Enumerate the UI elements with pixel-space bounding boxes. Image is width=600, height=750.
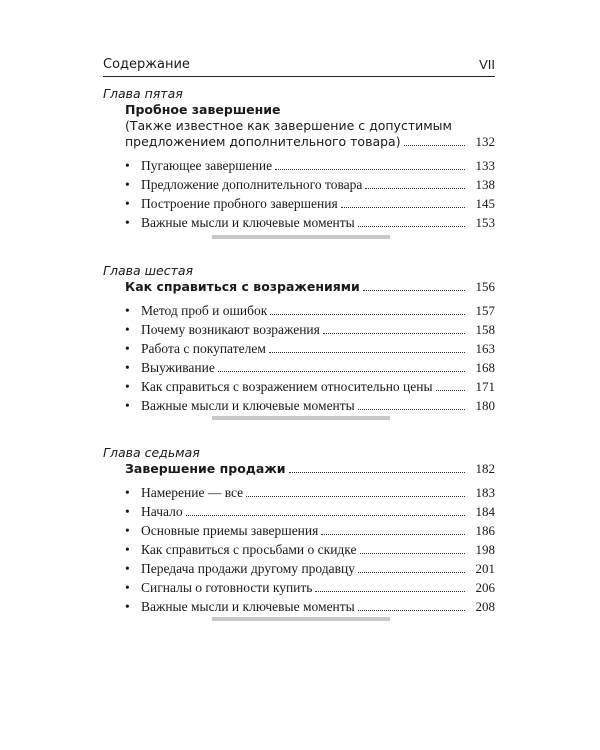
running-header xyxy=(103,56,495,77)
chapter-label: Глава шестая xyxy=(103,263,194,278)
toc-item-text: Начало xyxy=(141,504,183,519)
toc-item-page: 157 xyxy=(475,303,495,318)
bullet-icon: • xyxy=(125,398,130,413)
toc-item-text: Важные мысли и ключевые моменты xyxy=(141,215,355,230)
chapter-5 xyxy=(103,85,495,232)
chapter-7 xyxy=(103,444,495,616)
dot-leader xyxy=(436,390,465,391)
chapter-6 xyxy=(103,262,495,415)
section-divider xyxy=(212,617,390,621)
chapter-page-number: 156 xyxy=(475,279,495,294)
bullet-icon: • xyxy=(125,303,130,318)
bullet-icon: • xyxy=(125,341,130,356)
dot-leader xyxy=(358,610,465,611)
toc-item-text: Как справиться с возражением относительно цены xyxy=(141,379,433,394)
dot-leader xyxy=(186,515,465,516)
bullet-icon: • xyxy=(125,196,130,211)
toc-item[interactable] xyxy=(125,597,495,616)
toc-item-page: 186 xyxy=(475,523,495,538)
toc-item[interactable] xyxy=(125,540,495,559)
toc-item[interactable] xyxy=(125,339,495,358)
chapter-label: Глава седьмая xyxy=(103,445,200,460)
bullet-icon: • xyxy=(125,485,130,500)
toc-item[interactable] xyxy=(125,194,495,213)
bullet-icon: • xyxy=(125,580,130,595)
toc-item-text: Намерение — все xyxy=(141,485,244,500)
chapter-label: Глава пятая xyxy=(103,86,183,101)
toc-item-page: 138 xyxy=(475,177,495,192)
toc-item[interactable] xyxy=(125,213,495,232)
dot-leader xyxy=(270,314,465,315)
toc-item-text: Метод проб и ошибок xyxy=(141,303,268,318)
chapter-title[interactable]: Пробное завершение xyxy=(125,102,281,117)
toc-item-text: Как справиться с просьбами о скидке xyxy=(141,542,357,557)
dot-leader xyxy=(269,352,465,353)
toc-item-text: Почему возникают возражения xyxy=(141,322,320,337)
dot-leader xyxy=(358,226,465,227)
dot-leader xyxy=(358,572,465,573)
bullet-icon: • xyxy=(125,542,130,557)
dot-leader xyxy=(358,409,465,410)
bullet-icon: • xyxy=(125,360,130,375)
dot-leader xyxy=(246,496,465,497)
chapter-title: Завершение продажи xyxy=(125,461,286,476)
toc-item[interactable] xyxy=(125,175,495,194)
dot-leader xyxy=(323,333,465,334)
toc-item-text: Работа с покупателем xyxy=(141,341,266,356)
toc-item-page: 168 xyxy=(475,360,495,375)
toc-item-text: Передача продажи другому продавцу xyxy=(141,561,356,576)
toc-item-page: 158 xyxy=(475,322,495,337)
dot-leader xyxy=(321,534,465,535)
dot-leader xyxy=(315,591,465,592)
toc-item[interactable] xyxy=(125,578,495,597)
toc-item[interactable] xyxy=(125,559,495,578)
toc-item[interactable] xyxy=(125,301,495,320)
chapter-entry[interactable] xyxy=(125,279,495,295)
toc-item-page: 201 xyxy=(475,561,495,576)
bullet-icon: • xyxy=(125,158,130,173)
toc-item-page: 183 xyxy=(475,485,495,500)
bullet-icon: • xyxy=(125,561,130,576)
bullet-icon: • xyxy=(125,177,130,192)
dot-leader xyxy=(275,169,465,170)
dot-leader xyxy=(289,472,465,473)
dot-leader xyxy=(341,207,465,208)
toc-item[interactable] xyxy=(125,502,495,521)
bullet-icon: • xyxy=(125,379,130,394)
toc-item-page: 171 xyxy=(475,379,495,394)
toc-item-text: Выуживание xyxy=(141,360,215,375)
dot-leader xyxy=(365,188,465,189)
toc-item-page: 180 xyxy=(475,398,495,413)
toc-item[interactable] xyxy=(125,396,495,415)
toc-item-page: 208 xyxy=(475,599,495,614)
toc-item-page: 198 xyxy=(475,542,495,557)
dot-leader xyxy=(360,553,465,554)
section-divider xyxy=(212,416,390,420)
toc-item-page: 145 xyxy=(475,196,495,211)
toc-item-page: 163 xyxy=(475,341,495,356)
toc-item[interactable] xyxy=(125,358,495,377)
chapter-subtitle-line: (Также известное как завершение с допустимым xyxy=(125,118,452,133)
bullet-icon: • xyxy=(125,523,130,538)
toc-item-page: 184 xyxy=(475,504,495,519)
toc-item-text: Важные мысли и ключевые моменты xyxy=(141,398,355,413)
section-divider xyxy=(212,235,390,239)
chapter-subtitle-entry[interactable] xyxy=(125,134,495,150)
toc-item[interactable] xyxy=(125,320,495,339)
bullet-icon: • xyxy=(125,322,130,337)
toc-item-page: 153 xyxy=(475,215,495,230)
toc-item-text: Построение пробного завершения xyxy=(141,196,338,211)
toc-item-text: Основные приемы завершения xyxy=(141,523,319,538)
bullet-icon: • xyxy=(125,215,130,230)
bullet-icon: • xyxy=(125,504,130,519)
chapter-subtitle-line: предложением дополнительного товара) xyxy=(125,134,401,149)
chapter-title: Как справиться с возражениями xyxy=(125,279,360,294)
dot-leader xyxy=(404,145,465,146)
toc-item[interactable] xyxy=(125,483,495,502)
toc-item[interactable] xyxy=(125,377,495,396)
dot-leader xyxy=(218,371,465,372)
toc-item-text: Пугающее завершение xyxy=(141,158,273,173)
running-header-title: Содержание xyxy=(103,57,190,72)
toc-item-text: Предложение дополнительного товара xyxy=(141,177,363,192)
bullet-icon: • xyxy=(125,599,130,614)
toc-item-text: Сигналы о готовности купить xyxy=(141,580,313,595)
chapter-page-number: 132 xyxy=(475,134,495,149)
toc-item-page: 133 xyxy=(475,158,495,173)
toc-item[interactable] xyxy=(125,156,495,175)
toc-item-text: Важные мысли и ключевые моменты xyxy=(141,599,355,614)
running-header-page-number: VII xyxy=(479,57,495,72)
dot-leader xyxy=(363,290,465,291)
chapter-entry[interactable] xyxy=(125,461,495,477)
chapter-page-number: 182 xyxy=(475,461,495,476)
toc-item[interactable] xyxy=(125,521,495,540)
toc-item-page: 206 xyxy=(475,580,495,595)
